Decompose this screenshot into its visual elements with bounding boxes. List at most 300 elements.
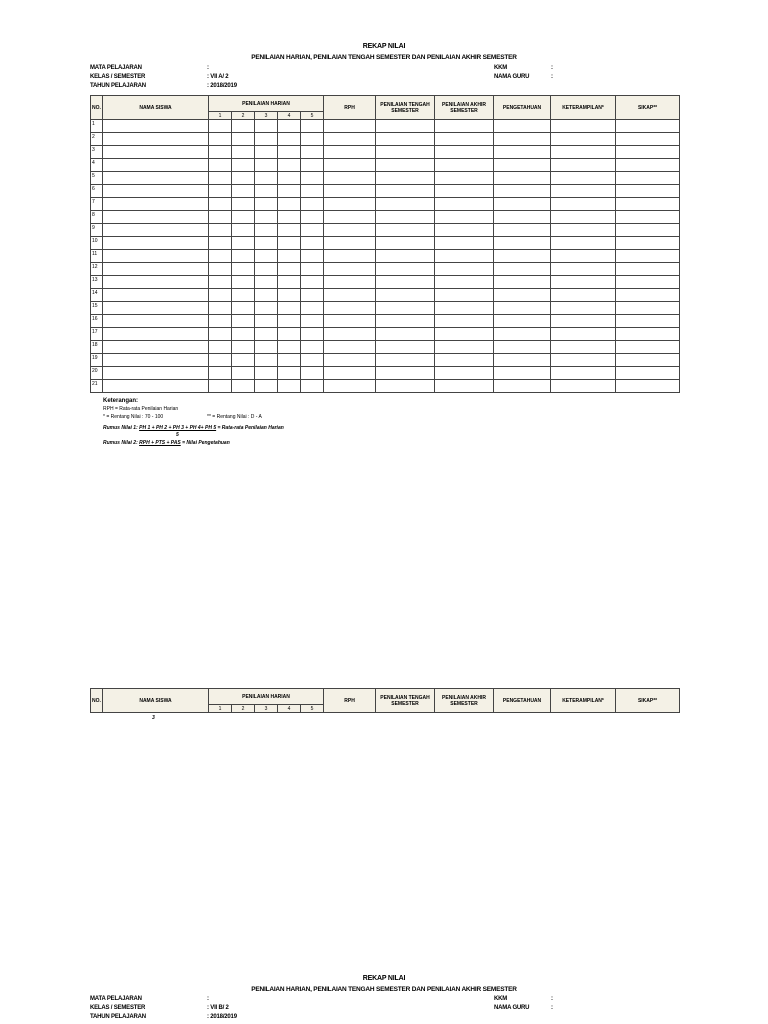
table-cell <box>616 302 680 315</box>
table-cell <box>376 185 435 198</box>
header-rph: RPH <box>324 689 376 713</box>
mata-pelajaran-label: MATA PELAJARAN <box>90 65 142 71</box>
table-cell <box>232 250 255 263</box>
row-number: 13 <box>91 276 103 289</box>
table-cell <box>255 120 278 133</box>
row-number: 16 <box>91 315 103 328</box>
row-number: 3 <box>91 146 103 159</box>
table-cell <box>103 224 209 237</box>
header-nama-siswa: NAMA SISWA <box>103 96 209 120</box>
row-number: 8 <box>91 211 103 224</box>
table-cell <box>376 211 435 224</box>
table-cell <box>301 341 324 354</box>
table-cell <box>103 185 209 198</box>
table-cell <box>103 120 209 133</box>
header-pas: PENILAIAN AKHIR SEMESTER <box>435 689 494 713</box>
table-cell <box>551 120 616 133</box>
header-ph-4: 4 <box>278 112 301 120</box>
table-cell <box>494 146 551 159</box>
table-row <box>91 120 680 133</box>
table-cell <box>494 276 551 289</box>
page2-guru-value: : <box>551 1005 553 1011</box>
table-cell <box>301 302 324 315</box>
table-cell <box>494 198 551 211</box>
keterangan-title: Keterangan: <box>103 398 139 404</box>
row-number: 11 <box>91 250 103 263</box>
table-cell <box>255 263 278 276</box>
table-cell <box>494 380 551 393</box>
table-cell <box>551 146 616 159</box>
table-cell <box>232 341 255 354</box>
page2-kelas-label: KELAS / SEMESTER <box>90 1005 146 1011</box>
table-cell <box>435 172 494 185</box>
table-cell <box>616 146 680 159</box>
kkm-label: KKM <box>494 65 508 71</box>
kkm-value: : <box>551 65 553 71</box>
header-pengetahuan: PENGETAHUAN <box>494 689 551 713</box>
table-cell <box>551 133 616 146</box>
table-cell <box>551 224 616 237</box>
rumus-nilai-1 <box>103 425 284 432</box>
table-cell <box>103 276 209 289</box>
row-number: 21 <box>91 380 103 393</box>
header-keterampilan: KETERAMPILAN* <box>551 689 616 713</box>
table-cell <box>551 328 616 341</box>
table-cell <box>435 315 494 328</box>
table-cell <box>551 159 616 172</box>
tahun-value: : 2018/2019 <box>207 83 237 89</box>
header-ph-3: 3 <box>255 705 278 713</box>
table-cell <box>616 289 680 302</box>
table-row <box>91 211 680 224</box>
row-number: 14 <box>91 289 103 302</box>
table-cell <box>551 237 616 250</box>
table-cell <box>435 250 494 263</box>
table-cell <box>278 224 301 237</box>
table-cell <box>255 289 278 302</box>
rumus-nilai-2 <box>103 440 230 447</box>
table-cell <box>435 211 494 224</box>
row-number: 12 <box>91 263 103 276</box>
table-row <box>91 159 680 172</box>
table-cell <box>324 250 376 263</box>
table-cell <box>494 315 551 328</box>
table-cell <box>324 263 376 276</box>
table-cell <box>616 211 680 224</box>
table-cell <box>616 120 680 133</box>
table-cell <box>376 146 435 159</box>
table-cell <box>209 328 232 341</box>
table-cell <box>255 354 278 367</box>
table-cell <box>209 289 232 302</box>
table-cell <box>494 250 551 263</box>
table-cell <box>278 250 301 263</box>
table-cell <box>324 211 376 224</box>
table-cell <box>209 380 232 393</box>
header-no: NO. <box>91 96 103 120</box>
table-cell <box>103 198 209 211</box>
table-row <box>91 276 680 289</box>
table-cell <box>435 263 494 276</box>
table-cell <box>435 120 494 133</box>
table-row <box>91 367 680 380</box>
table-cell <box>209 354 232 367</box>
header-nama-siswa: NAMA SISWA <box>103 689 209 713</box>
table-cell <box>376 315 435 328</box>
table-cell <box>255 341 278 354</box>
table-cell <box>209 185 232 198</box>
table-cell <box>255 159 278 172</box>
page2-kelas-value: : VII B/ 2 <box>207 1005 229 1011</box>
table-cell <box>209 237 232 250</box>
table-cell <box>616 250 680 263</box>
table-cell <box>103 159 209 172</box>
table-cell <box>324 172 376 185</box>
header-ph-2: 2 <box>232 705 255 713</box>
table-cell <box>324 120 376 133</box>
table-cell <box>435 328 494 341</box>
table-cell <box>232 146 255 159</box>
table-row <box>91 302 680 315</box>
table-cell <box>232 315 255 328</box>
table-cell <box>551 276 616 289</box>
table-cell <box>551 198 616 211</box>
table-cell <box>209 224 232 237</box>
table-cell <box>301 133 324 146</box>
table-cell <box>551 354 616 367</box>
table-cell <box>494 328 551 341</box>
table-cell <box>616 198 680 211</box>
table-cell <box>301 159 324 172</box>
header-pas: PENILAIAN AKHIR SEMESTER <box>435 96 494 120</box>
table-cell <box>103 367 209 380</box>
table-cell <box>209 302 232 315</box>
table-cell <box>301 146 324 159</box>
table-row <box>91 185 680 198</box>
guru-value: : <box>551 74 553 80</box>
rumus-1-label: Rumus Nilai 1: <box>103 425 140 431</box>
table-cell <box>278 367 301 380</box>
table-cell <box>301 198 324 211</box>
header-penilaian-harian: PENILAIAN HARIAN <box>209 96 324 112</box>
table-cell <box>324 315 376 328</box>
table-cell <box>616 185 680 198</box>
page2-kkm-value: : <box>551 996 553 1002</box>
row-number: 4 <box>91 159 103 172</box>
table-cell <box>232 172 255 185</box>
table-cell <box>232 302 255 315</box>
table-row <box>91 354 680 367</box>
table-cell <box>616 224 680 237</box>
table-cell <box>616 341 680 354</box>
header-pengetahuan: PENGETAHUAN <box>494 96 551 120</box>
table-cell <box>616 380 680 393</box>
table-cell <box>232 354 255 367</box>
row-number: 7 <box>91 198 103 211</box>
table-cell <box>301 380 324 393</box>
table-cell <box>209 198 232 211</box>
table-cell <box>376 198 435 211</box>
rumus-1-formula: PH 1 + PH 2 + PH 3 + PH 4+ PH 5 <box>139 425 217 431</box>
table-cell <box>324 146 376 159</box>
table-cell <box>376 367 435 380</box>
header-ph-4: 4 <box>278 705 301 713</box>
table-cell <box>616 237 680 250</box>
table-cell <box>255 315 278 328</box>
rumus-1-divisor: 5 <box>176 432 179 438</box>
table-cell <box>376 328 435 341</box>
table-cell <box>435 367 494 380</box>
table-cell <box>376 237 435 250</box>
kelas-label: KELAS / SEMESTER <box>90 74 146 80</box>
header-pts: PENILAIAN TENGAH SEMESTER <box>376 689 435 713</box>
table-cell <box>616 354 680 367</box>
table-cell <box>232 263 255 276</box>
table-cell <box>209 133 232 146</box>
table-cell <box>255 198 278 211</box>
table-cell <box>209 315 232 328</box>
table-cell <box>301 237 324 250</box>
table-cell <box>278 120 301 133</box>
tahun-label: TAHUN PELAJARAN <box>90 83 146 89</box>
table-cell <box>103 315 209 328</box>
table-row <box>91 341 680 354</box>
page2-mata-pelajaran-label: MATA PELAJARAN <box>90 996 142 1002</box>
table-cell <box>278 237 301 250</box>
table-cell <box>278 315 301 328</box>
table-cell <box>209 276 232 289</box>
table-cell <box>255 224 278 237</box>
table-cell <box>103 172 209 185</box>
table-cell <box>232 133 255 146</box>
table-row <box>91 250 680 263</box>
row-number: 15 <box>91 302 103 315</box>
table-row <box>91 237 680 250</box>
table-cell <box>376 354 435 367</box>
table-cell <box>232 159 255 172</box>
table-cell <box>278 289 301 302</box>
header-rph: RPH <box>324 96 376 120</box>
table-row <box>91 328 680 341</box>
table-cell <box>551 341 616 354</box>
header-keterampilan: KETERAMPILAN* <box>551 96 616 120</box>
table-cell <box>301 289 324 302</box>
table-cell <box>255 302 278 315</box>
table-cell <box>324 289 376 302</box>
table-cell <box>376 380 435 393</box>
table-cell <box>232 276 255 289</box>
table-cell <box>494 185 551 198</box>
table-cell <box>255 237 278 250</box>
table-cell <box>376 224 435 237</box>
table-cell <box>616 133 680 146</box>
table-cell <box>324 367 376 380</box>
table-cell <box>435 133 494 146</box>
header-ph-1: 1 <box>209 705 232 713</box>
table-cell <box>278 146 301 159</box>
table-cell <box>278 133 301 146</box>
table-cell <box>435 146 494 159</box>
table-cell <box>435 185 494 198</box>
table-cell <box>209 367 232 380</box>
table-cell <box>278 185 301 198</box>
row-number: 19 <box>91 354 103 367</box>
table-cell <box>209 120 232 133</box>
table-cell <box>255 146 278 159</box>
table-cell <box>376 159 435 172</box>
page2-subtitle: PENILAIAN HARIAN, PENILAIAN TENGAH SEMESTER DAN PENILAIAN AKHIR SEMESTER <box>251 986 517 993</box>
header-ph-5: 5 <box>301 112 324 120</box>
header-sikap: SIKAP** <box>616 96 680 120</box>
row-number: 2 <box>91 133 103 146</box>
table-cell <box>209 159 232 172</box>
header-pts: PENILAIAN TENGAH SEMESTER <box>376 96 435 120</box>
table-cell <box>376 120 435 133</box>
table-cell <box>616 263 680 276</box>
page-subtitle: PENILAIAN HARIAN, PENILAIAN TENGAH SEMESTER DAN PENILAIAN AKHIR SEMESTER <box>251 54 517 61</box>
table-cell <box>278 302 301 315</box>
keterangan-rentang-keterampilan: * = Rentang Nilai : 70 - 100 <box>103 414 164 420</box>
table-row <box>91 172 680 185</box>
table-cell <box>376 289 435 302</box>
table-cell <box>551 172 616 185</box>
table-cell <box>616 315 680 328</box>
table-cell <box>376 250 435 263</box>
table-cell <box>435 302 494 315</box>
rekap-table <box>90 95 680 393</box>
keterangan-rentang-sikap: ** = Rentang Nilai : D - A <box>207 414 262 420</box>
row-number: 1 <box>91 120 103 133</box>
table-cell <box>551 185 616 198</box>
table-cell <box>435 380 494 393</box>
table-cell <box>232 289 255 302</box>
table-cell <box>278 354 301 367</box>
table-cell <box>255 172 278 185</box>
table-row <box>91 380 680 393</box>
rumus-2-result: = Nilai Pengetahuan <box>180 440 230 446</box>
table-cell <box>494 211 551 224</box>
table-cell <box>103 211 209 224</box>
table-cell <box>232 120 255 133</box>
table-cell <box>324 354 376 367</box>
table-cell <box>494 302 551 315</box>
table-cell <box>209 250 232 263</box>
table-cell <box>376 263 435 276</box>
table-cell <box>551 289 616 302</box>
table-cell <box>376 133 435 146</box>
table-cell <box>255 133 278 146</box>
table-cell <box>232 198 255 211</box>
row-number: 20 <box>91 367 103 380</box>
rumus-2-formula: RPH + PTS + PAS <box>139 440 181 446</box>
rekap-table-repeat-header <box>90 688 680 713</box>
table-cell <box>103 237 209 250</box>
rumus-2-divisor: 3 <box>152 715 155 721</box>
table-cell <box>324 224 376 237</box>
table-cell <box>435 237 494 250</box>
table-cell <box>209 172 232 185</box>
table-cell <box>278 198 301 211</box>
table-cell <box>255 328 278 341</box>
table-cell <box>301 354 324 367</box>
table-cell <box>232 367 255 380</box>
page2-tahun-value: : 2018/2019 <box>207 1014 237 1020</box>
table-cell <box>616 328 680 341</box>
table-cell <box>301 211 324 224</box>
rumus-2-label: Rumus Nilai 2: <box>103 440 140 446</box>
table-row <box>91 224 680 237</box>
table-cell <box>551 380 616 393</box>
table-cell <box>255 185 278 198</box>
table-cell <box>494 341 551 354</box>
row-number: 6 <box>91 185 103 198</box>
table-cell <box>301 250 324 263</box>
table-cell <box>103 250 209 263</box>
table-cell <box>301 367 324 380</box>
table-cell <box>255 367 278 380</box>
table-cell <box>301 172 324 185</box>
mata-pelajaran-value: : <box>207 65 209 71</box>
table-cell <box>278 263 301 276</box>
row-number: 5 <box>91 172 103 185</box>
table-row <box>91 263 680 276</box>
kelas-value: : VII A/ 2 <box>207 74 229 80</box>
table-cell <box>103 328 209 341</box>
page2-guru-label: NAMA GURU <box>494 1005 530 1011</box>
table-cell <box>435 224 494 237</box>
table-row <box>91 198 680 211</box>
table-row <box>91 289 680 302</box>
table-cell <box>301 185 324 198</box>
page2-mata-pelajaran-value: : <box>207 996 209 1002</box>
table-cell <box>616 172 680 185</box>
table-row <box>91 315 680 328</box>
table-cell <box>616 367 680 380</box>
table-cell <box>376 276 435 289</box>
table-cell <box>278 159 301 172</box>
table-cell <box>324 133 376 146</box>
table-cell <box>103 341 209 354</box>
page-title: REKAP NILAI <box>362 43 406 50</box>
table-cell <box>551 211 616 224</box>
page2-title: REKAP NILAI <box>362 975 406 982</box>
table-cell <box>494 237 551 250</box>
table-cell <box>209 211 232 224</box>
table-cell <box>209 263 232 276</box>
table-cell <box>278 380 301 393</box>
rumus-1-result: = Rata-rata Penilaian Harian <box>216 425 284 431</box>
table-cell <box>301 276 324 289</box>
table-cell <box>255 211 278 224</box>
table-cell <box>494 133 551 146</box>
row-number: 17 <box>91 328 103 341</box>
table-cell <box>551 263 616 276</box>
table-cell <box>103 263 209 276</box>
table-cell <box>494 120 551 133</box>
table-cell <box>324 159 376 172</box>
table-cell <box>435 354 494 367</box>
table-cell <box>103 146 209 159</box>
table-cell <box>301 263 324 276</box>
table-cell <box>616 276 680 289</box>
table-cell <box>301 315 324 328</box>
table-cell <box>551 315 616 328</box>
header-penilaian-harian: PENILAIAN HARIAN <box>209 689 324 705</box>
table-cell <box>278 211 301 224</box>
table-cell <box>103 380 209 393</box>
table-cell <box>324 302 376 315</box>
table-row <box>91 133 680 146</box>
